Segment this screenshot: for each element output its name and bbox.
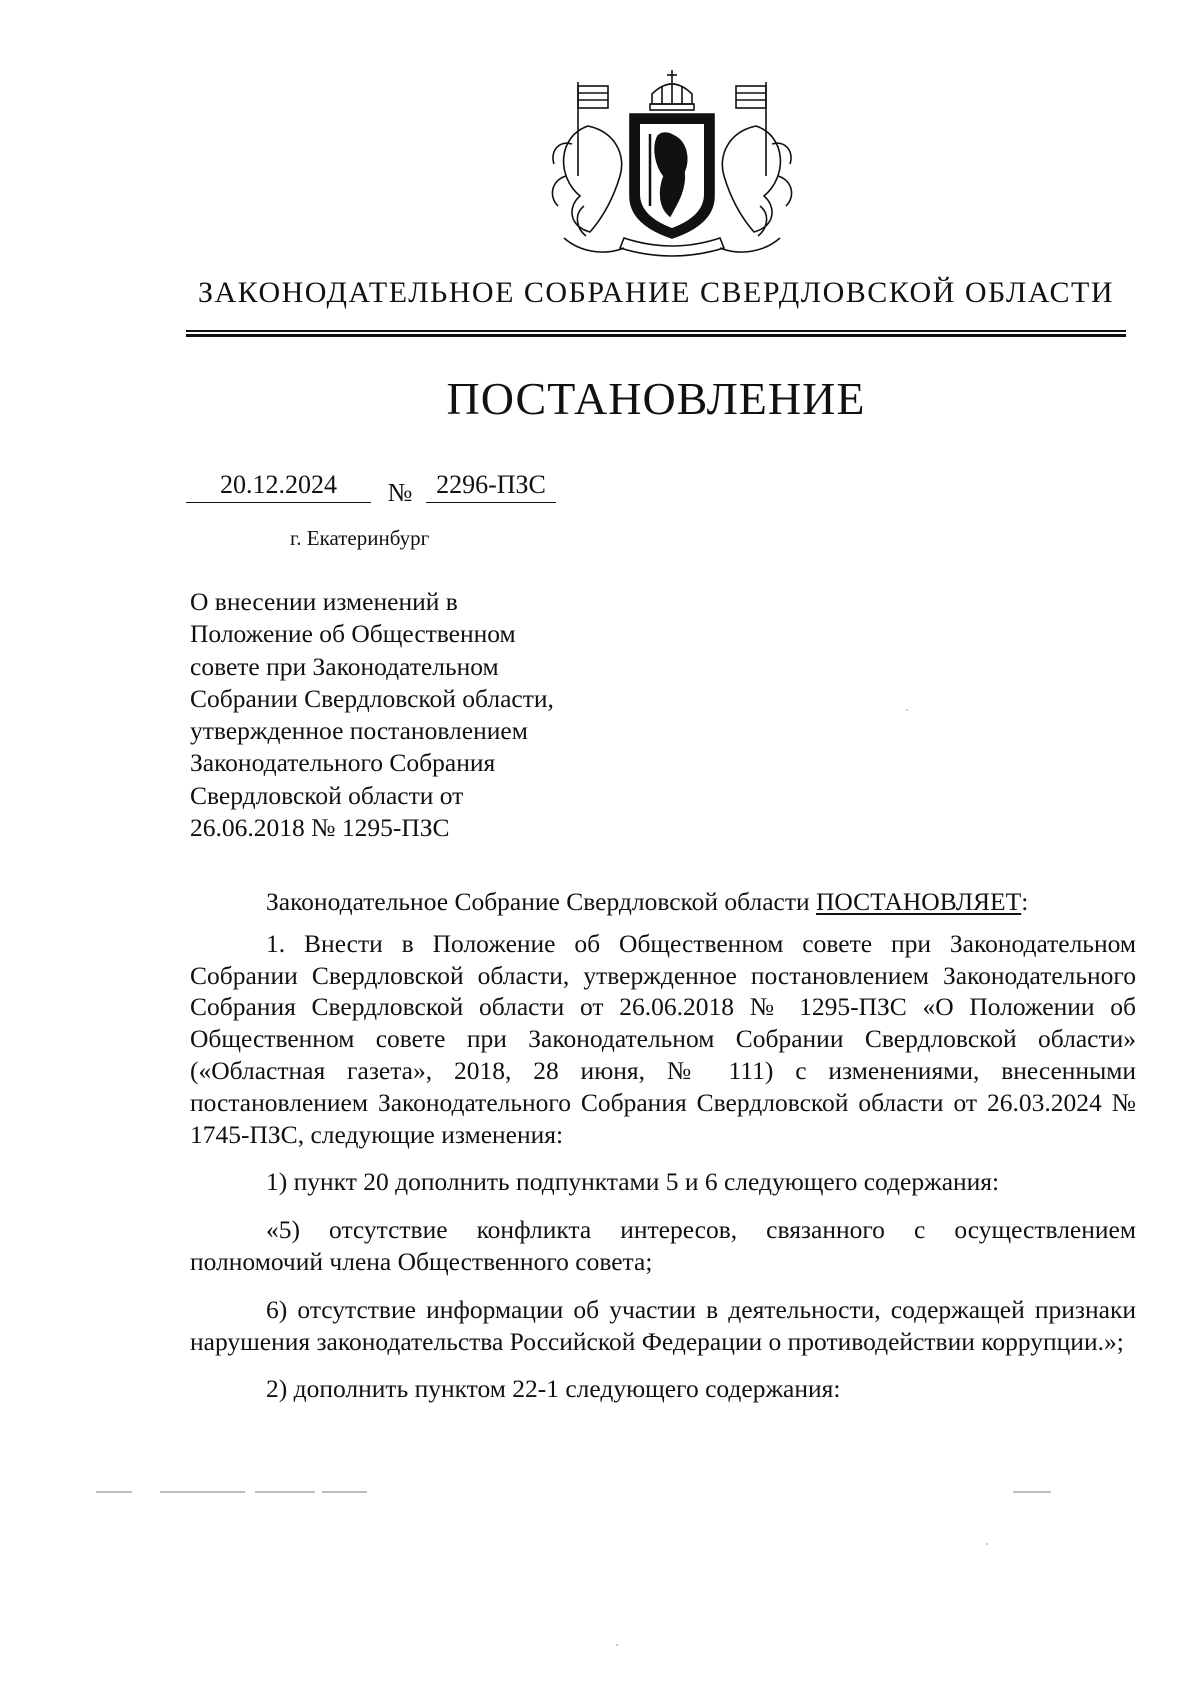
subitem-1-5: «5) отсутствие конфликта интересов, связанного с осуществлением полномочий члена Общественного совета;	[190, 1215, 1136, 1276]
scan-artifact-line	[322, 1491, 367, 1493]
scan-speck	[906, 709, 908, 711]
subject-line: Законодательного Собрания	[190, 748, 496, 778]
subject-line: совете при Законодательном	[190, 651, 499, 681]
intro-suffix: :	[1021, 887, 1029, 916]
scan-speck	[986, 1543, 988, 1545]
scan-artifact-line	[255, 1491, 315, 1493]
scan-artifact-line	[160, 1491, 245, 1493]
scan-artifact-line	[96, 1491, 132, 1493]
resolution-intro	[190, 886, 1136, 918]
subitem-2: 2) дополнить пунктом 22-1 следующего содержания:	[266, 1374, 841, 1404]
document-subject	[190, 586, 650, 844]
intro-prefix: Законодательное Собрание Свердловской области	[266, 887, 817, 916]
document-number: 2296-ПЗС	[426, 470, 556, 503]
document-date: 20.12.2024	[186, 470, 371, 503]
document-city: г. Екатеринбург	[290, 526, 430, 550]
scan-speck	[616, 1644, 618, 1646]
scan-artifact-line	[1013, 1491, 1051, 1493]
subitem-1: 1) пункт 20 дополнить подпунктами 5 и 6 следующего содержания:	[266, 1167, 1000, 1197]
subject-line: утвержденное постановлением	[190, 716, 528, 746]
subject-line: О внесении изменений в	[190, 587, 458, 616]
subitem-1-6: 6) отсутствие информации об участии в деятельности, содержащей признаки нарушения законодательства Российской Федерации о противодействии коррупции.»;	[190, 1294, 1136, 1356]
sverdlovsk-oblast-coat-of-arms-icon	[528, 56, 816, 266]
subject-line: Положение об Общественном	[190, 619, 516, 649]
organization-title: ЗАКОНОДАТЕЛЬНОЕ СОБРАНИЕ СВЕРДЛОВСКОЙ ОБЛАСТИ	[197, 276, 1115, 309]
document-type-heading: ПОСТАНОВЛЕНИЕ	[446, 373, 866, 424]
number-sign: №	[387, 478, 413, 507]
subject-line: Собрании Свердловской области,	[190, 683, 554, 713]
item-1: 1. Внести в Положение об Общественном совете при Законодательном Собрании Свердловской области, утвержденное постановлением Законодательного Собрания Свердловской области от 26.06.2018 № 1295-ПЗС «О Положении об Общественном совете при Законодательном Собрании Свердловской области» («Областная газета», 2018, 28 июня, № 111) с изменениями, внесенными постановлением Законодательного Собрания Свердловской области от 26.03.2024 № 1745-ПЗС, следующие изменения:	[190, 928, 1136, 1149]
header-divider	[186, 330, 1126, 338]
subject-line: 26.06.2018 № 1295-ПЗС	[190, 813, 450, 843]
resolves-keyword: ПОСТАНОВЛЯЕТ	[816, 887, 1022, 916]
subject-line: Свердловской области от	[190, 780, 464, 810]
document-body	[190, 886, 1136, 1405]
